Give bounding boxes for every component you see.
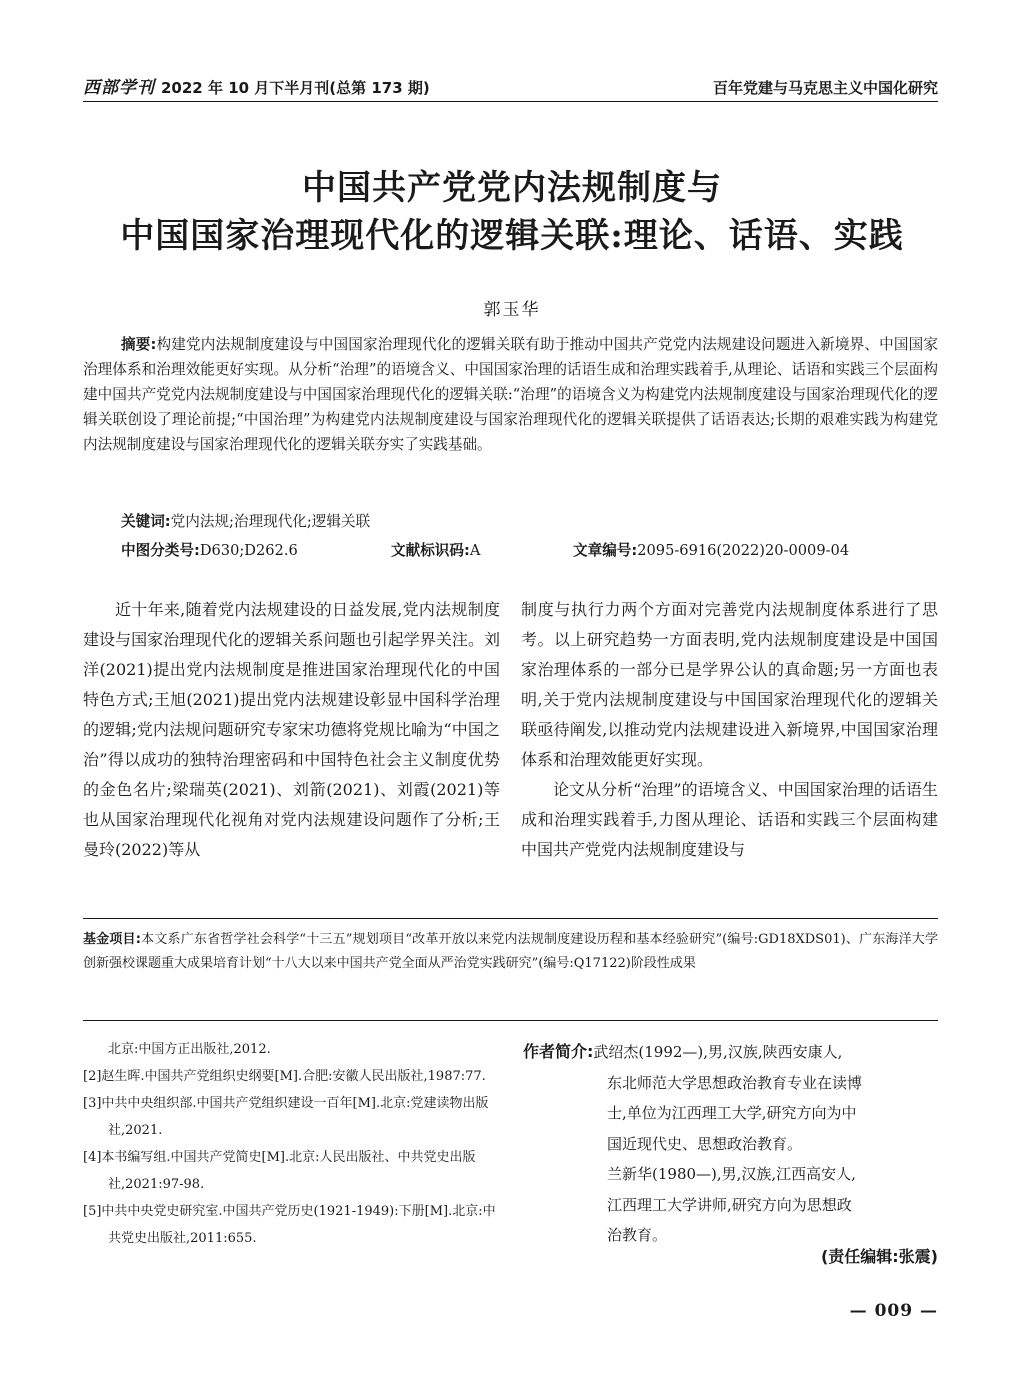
- author-name: 郭玉华: [483, 300, 541, 320]
- bio-label: 作者简介:: [523, 1042, 594, 1061]
- article-number-label: 文章编号:: [573, 542, 638, 559]
- bio-line: 治教育。: [607, 1226, 668, 1244]
- header-left: [83, 73, 430, 98]
- fund-label: 基金项目:: [83, 932, 141, 947]
- footnote-divider: [83, 918, 938, 919]
- clc-value: D630;D262.6: [199, 542, 298, 559]
- reference-item: 北京:中国方正出版社,2012.: [108, 1042, 271, 1057]
- bio-line: 士,单位为江西理工大学,研究方向为中: [607, 1104, 857, 1122]
- reference-item: [5]中共中央党史研究室.中国共产党历史(1921-1949):下册[M].北京:中共党史出版社,2011:655.: [83, 1204, 496, 1246]
- abstract-text: 构建党内法规制度建设与中国国家治理现代化的逻辑关联有助于推动中国共产党党内法规建设问题进入新境界、中国国家治理体系和治理效能更好实现。从分析“治理”的语境含义、中国国家治理的话语生成和治理实践着手,从理论、话语和实践三个层面构建中国共产党党内法规制度建设与中国国家治理现代化的逻辑关联:“治理”的语境含义为构建党内法规制度建设与国家治理现代化的逻辑关联创设了理论前提;“中国治理”为构建党内法规制度建设与国家治理现代化的逻辑关联提供了话语表达;长期的艰难实践为构建党内法规制度建设与国家治理现代化的逻辑关联夯实了实践基础。: [83, 336, 938, 453]
- responsible-editor: (责任编辑:张震): [820, 1247, 938, 1266]
- bio-line: 武绍杰(1992—),男,汉族,陕西安康人,: [593, 1043, 843, 1061]
- running-header: [83, 70, 938, 102]
- issue-info: 2022 年 10 月下半月刊(总第 173 期): [161, 79, 430, 97]
- reference-item: [2]赵生晖.中国共产党组织史纲要[M].合肥:安徽人民出版社,1987:77.: [83, 1069, 486, 1084]
- doc-code-label: 文献标识码:: [391, 542, 470, 559]
- journal-logo: 西部学刊: [83, 78, 155, 98]
- column-name: 百年党建与马克思主义中国化研究: [712, 79, 938, 97]
- fund-text: 本文系广东省哲学社会科学“十三五”规划项目“改革开放以来党内法规制度建设历程和基本经验研究”(编号:GD18XDS01)、广东海洋大学创新强校课题重大成果培育计划“十八大以来中国共产党全面从严治党实践研究”(编号:Q17122)阶段性成果: [83, 932, 938, 971]
- section-divider: [83, 1020, 938, 1021]
- bio-line: 江西理工大学讲师,研究方向为思想政: [607, 1195, 852, 1214]
- body-paragraph: 近十年来,随着党内法规建设的日益发展,党内法规制度建设与国家治理现代化的逻辑关系问题也引起学界关注。刘洋(2021)提出党内法规制度是推进国家治理现代化的中国特色方式;王旭(2021)提出党内法规建设彰显中国科学治理的逻辑;党内法规问题研究专家宋功德将党规比喻为“中国之治”得以成功的独特治理密码和中国特色社会主义制度优势的金色名片;梁瑞英(2021)、刘箭(2021)、刘霞(2021)等也从国家治理现代化视角对党内法规建设问题作了分析;王曼玲(2022)等从: [83, 600, 500, 859]
- abstract: [83, 332, 938, 457]
- body-column-left: [83, 595, 500, 865]
- bio-line: 兰新华(1980—),男,汉族,江西高安人,: [607, 1165, 856, 1183]
- bio-line: 东北师范大学思想政治教育专业在读博: [607, 1073, 863, 1092]
- doc-code-value: A: [469, 542, 481, 559]
- reference-list: [83, 1036, 503, 1252]
- article-title-line1: 中国共产党党内法规制度与: [302, 168, 722, 208]
- body-column-right: [521, 595, 938, 865]
- reference-item: [4]本书编写组.中国共产党简史[M].北京:人民出版社、中共党史出版社,2021:97-98.: [83, 1150, 476, 1192]
- keywords: [121, 510, 370, 531]
- fund-note: [83, 928, 938, 976]
- abstract-label: 摘要:: [121, 336, 157, 353]
- article-number-value: 2095-6916(2022)20-0009-04: [637, 542, 850, 559]
- reference-item: [3]中共中央组织部.中国共产党组织建设一百年[M].北京:党建读物出版社,2021.: [83, 1096, 489, 1138]
- classification-meta: [121, 539, 921, 560]
- author-bio: [523, 1037, 938, 1251]
- body-paragraph: 制度与执行力两个方面对完善党内法规制度体系进行了思考。以上研究趋势一方面表明,党内法规制度建设是中国国家治理体系的一部分已是学界公认的真命题;另一方面也表明,关于党内法规制度建设与中国国家治理现代化的逻辑关联亟待阐发,以推动党内法规建设进入新境界,中国国家治理体系和治理效能更好实现。: [521, 600, 938, 769]
- keywords-label: 关键词:: [121, 513, 171, 530]
- clc-label: 中图分类号:: [121, 542, 200, 559]
- article-title-line2: 中国国家治理现代化的逻辑关联:理论、话语、实践: [120, 216, 904, 256]
- body-paragraph: 论文从分析“治理”的语境含义、中国国家治理的话语生成和治理实践着手,力图从理论、话语和实践三个层面构建中国共产党党内法规制度建设与: [521, 780, 938, 859]
- bio-line: 国近现代史、思想政治教育。: [607, 1134, 803, 1153]
- page-number: — 009 —: [849, 1301, 938, 1321]
- keywords-text: 党内法规;治理现代化;逻辑关联: [170, 513, 371, 530]
